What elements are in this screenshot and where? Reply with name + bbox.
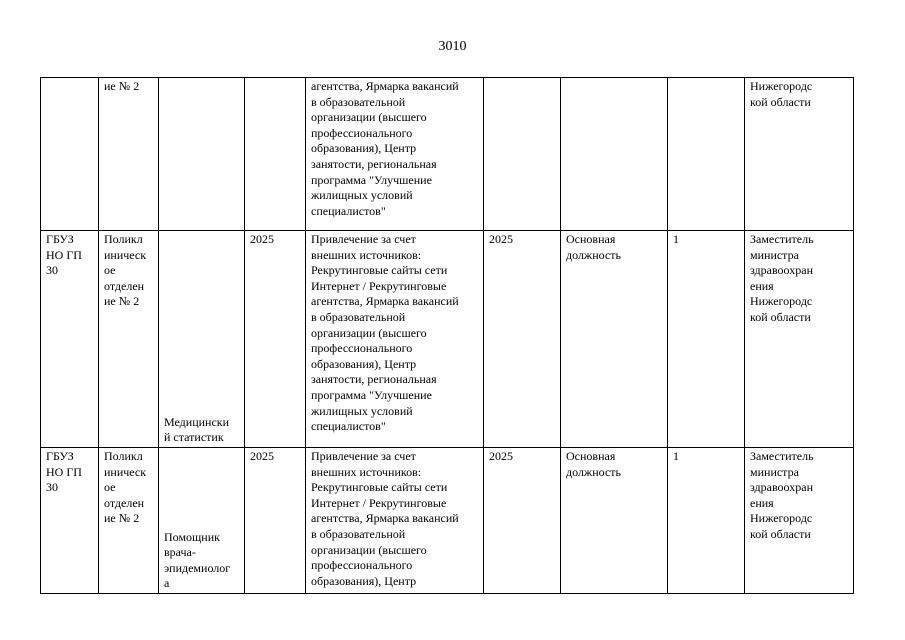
position-cell: [159, 448, 245, 594]
department-cell: ие № 2: [99, 78, 159, 231]
recruitment-method-cell: Привлечение за счет внешних источников: Рекрутинговые сайты сети Интернет / Рекрутинговые агентства, Ярмарка вакансий в образовательной организации (высшего профессионального образования), Центр занятости, региональная программа "Улучшение жилищных условий специалистов": [306, 231, 484, 448]
employment-type-cell: Основная должность: [561, 231, 668, 448]
table-row: [41, 231, 854, 448]
year-cell: [245, 78, 306, 231]
count-cell: 1: [668, 231, 745, 448]
responsible-cell: Заместитель министра здравоохран ения Нижегородс кой области: [745, 231, 854, 448]
count-cell: 1: [668, 448, 745, 594]
table-row: [41, 448, 854, 594]
org-cell: [41, 78, 99, 231]
position-cell: [159, 78, 245, 231]
position-text: Медицински й статистик: [164, 414, 230, 445]
responsible-cell: Нижегородс кой области: [745, 78, 854, 231]
year-cell: 2025: [245, 448, 306, 594]
recruitment-method-cell: Привлечение за счет внешних источников: Рекрутинговые сайты сети Интернет / Рекрутинговые агентства, Ярмарка вакансий в образовательной организации (высшего профессионального образования), Центр: [306, 448, 484, 594]
org-cell: ГБУЗ НО ГП 30: [41, 231, 99, 448]
employment-type-cell: [561, 78, 668, 231]
count-cell: [668, 78, 745, 231]
table-row: [41, 78, 854, 231]
recruitment-method-cell: агентства, Ярмарка вакансий в образовательной организации (высшего профессионального образования), Центр занятости, региональная программа "Улучшение жилищных условий специалистов": [306, 78, 484, 231]
target-year-cell: [484, 78, 561, 231]
page-number: 3010: [438, 39, 467, 54]
employment-type-cell: Основная должность: [561, 448, 668, 594]
responsible-cell: Заместитель министра здравоохран ения Нижегородс кой области: [745, 448, 854, 594]
target-year-cell: 2025: [484, 448, 561, 594]
target-year-cell: 2025: [484, 231, 561, 448]
department-cell: Поликл иническ ое отделен ие № 2: [99, 448, 159, 594]
org-cell: ГБУЗ НО ГП 30: [41, 448, 99, 594]
year-cell: 2025: [245, 231, 306, 448]
position-text: Помощник врача- эпидемиолог а: [164, 529, 231, 591]
staffing-table: [40, 77, 854, 594]
position-cell: [159, 231, 245, 448]
department-cell: Поликл иническ ое отделен ие № 2: [99, 231, 159, 448]
